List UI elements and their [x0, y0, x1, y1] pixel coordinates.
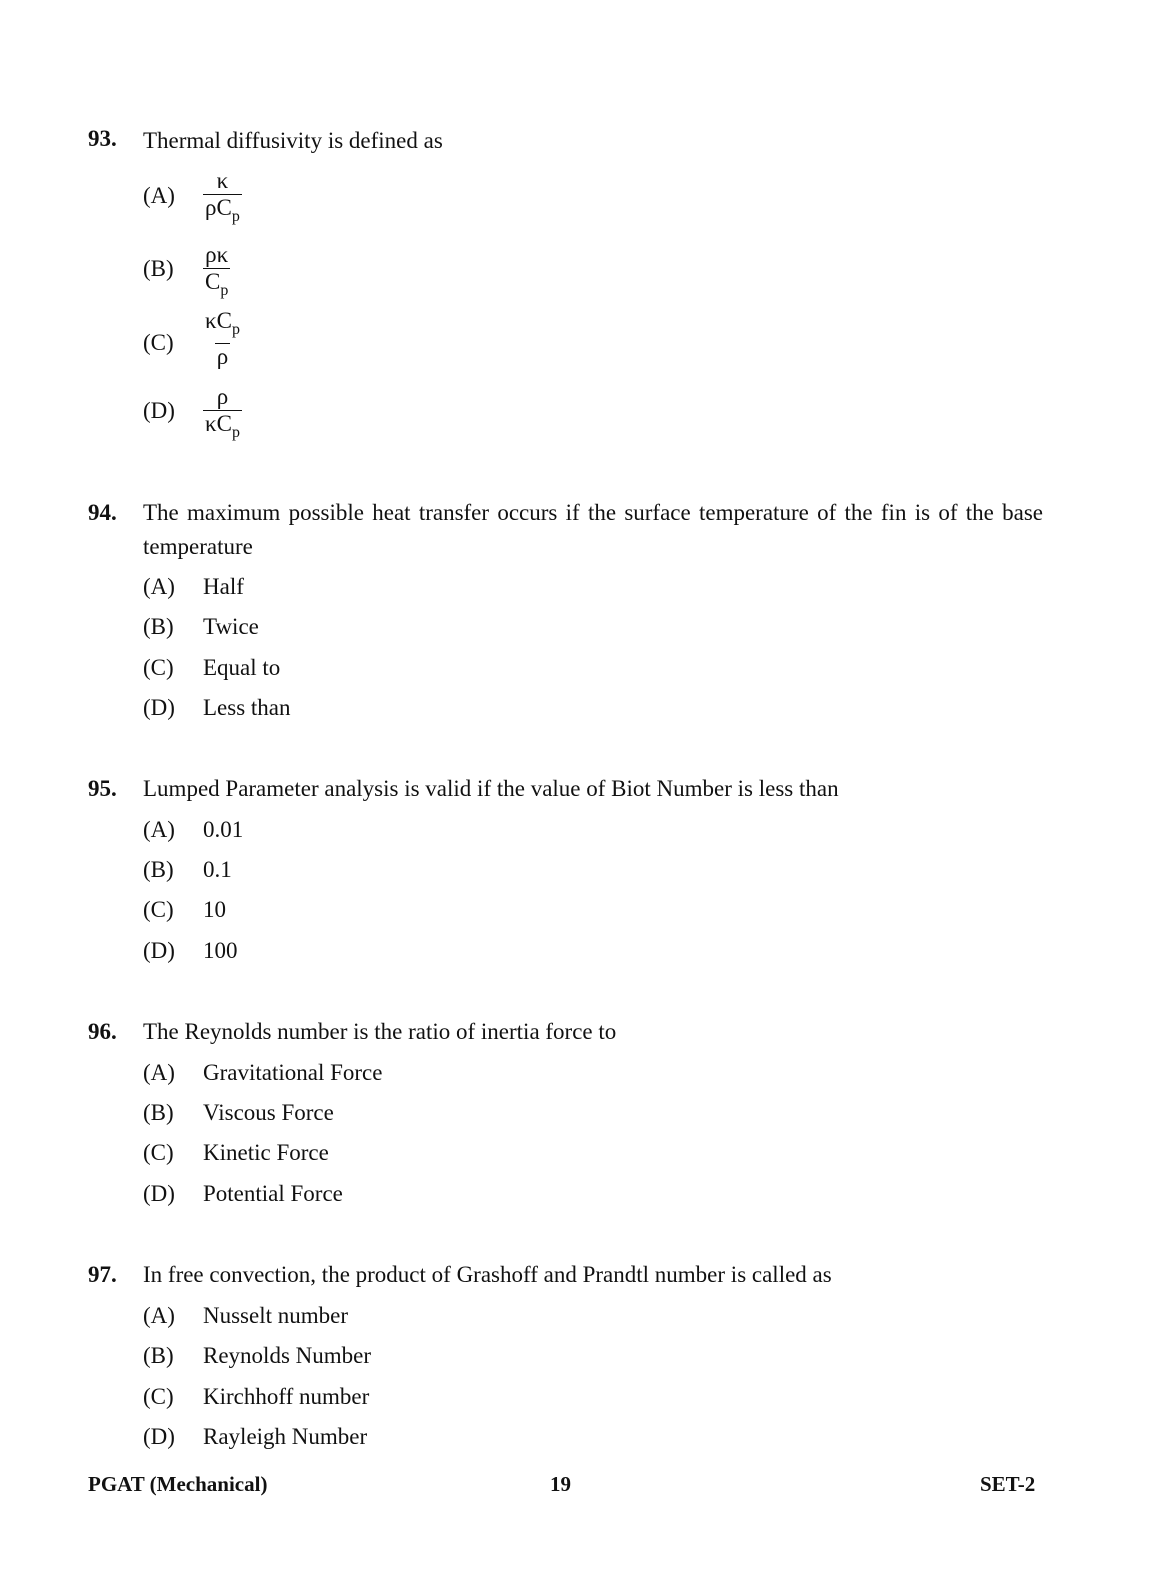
- option-d: (D) Potential Force: [143, 1181, 343, 1206]
- footer-set-code: SET-2: [980, 1472, 1036, 1496]
- option-a-fraction: κ $\rho C_p$: [203, 168, 242, 230]
- option-label: (A): [143, 183, 175, 208]
- footer-page-number: 19: [550, 1472, 571, 1496]
- question-text: Lumped Parameter analysis is valid if the value of Biot Number is less than: [143, 776, 839, 801]
- option-d: (D) 100: [143, 938, 238, 963]
- option-b-fraction: $\frac{\rho\kappa}{C_p}$: [203, 242, 230, 304]
- option-b: (B) Twice: [143, 614, 259, 639]
- option-a: (A) Nusselt number: [143, 1303, 349, 1328]
- option-c-fraction: $\kappa C_p$ ρ: [205, 308, 240, 369]
- question-text: The maximum possible heat transfer occurs if the surface temperature of the fin is of the base temperature: [143, 500, 1043, 559]
- option-d: (D) Rayleigh Number: [143, 1424, 368, 1449]
- option-label: (D): [143, 398, 175, 423]
- option-c: (C) 10: [143, 897, 226, 922]
- question-number: 95.: [88, 776, 117, 801]
- option-a: (A) Gravitational Force: [143, 1060, 383, 1085]
- option-label: (B): [143, 256, 174, 281]
- option-c: (C) Kirchhoff number: [143, 1384, 370, 1409]
- option-b: (B) 0.1: [143, 857, 232, 882]
- option-a: (A) Half: [143, 574, 244, 599]
- question-text: Thermal diffusivity is defined as: [143, 128, 443, 153]
- question-text: In free convection, the product of Grashoff and Prandtl number is called as: [143, 1262, 832, 1287]
- question-number: 94.: [88, 500, 117, 525]
- option-label: (C): [143, 330, 174, 355]
- footer-exam-name: PGAT (Mechanical): [88, 1472, 268, 1496]
- question-number: 96.: [88, 1019, 117, 1044]
- option-c: (C) Equal to: [143, 655, 281, 680]
- option-c: (C) Kinetic Force: [143, 1140, 329, 1165]
- question-text: The Reynolds number is the ratio of inertia force to: [143, 1019, 617, 1044]
- question-number: 97.: [88, 1262, 117, 1287]
- option-d: (D) Less than: [143, 695, 291, 720]
- question-number: 93.: [88, 126, 117, 151]
- option-b: (B) Viscous Force: [143, 1100, 334, 1125]
- option-b: (B) Reynolds Number: [143, 1343, 372, 1368]
- option-d-fraction: ρ $\kappa C_p$: [203, 384, 242, 446]
- option-a: (A) 0.01: [143, 817, 244, 842]
